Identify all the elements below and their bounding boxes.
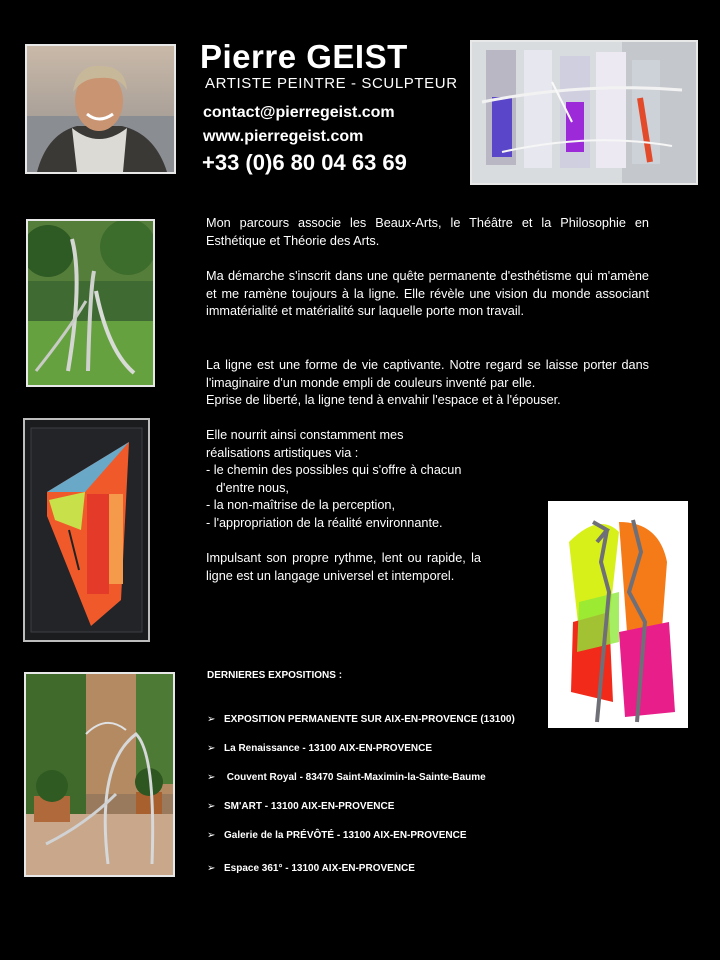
bio-paragraph-2: Ma démarche s'inscrit dans une quête permanente d'esthétisme qui m'amène et me ramène toujours à la ligne. Elle révèle une vision du monde associant immatérialité et matérialité sur laquelle porte mon travail.	[206, 269, 649, 318]
exhibition-label: Galerie de la PRÉVÔTÉ - 13100 AIX-EN-PROVENCE	[224, 830, 467, 841]
arrow-bullet-icon: ➢	[207, 743, 216, 754]
arrow-bullet-icon: ➢	[207, 714, 216, 725]
exhibition-label: EXPOSITION PERMANENTE SUR AIX-EN-PROVENCE (13100)	[224, 714, 515, 725]
framed-painting-photo	[23, 418, 150, 642]
arrow-bullet-icon: ➢	[207, 772, 216, 783]
bio-p4-item-2: - la non-maîtrise de la perception,	[206, 498, 395, 512]
arrow-bullet-icon: ➢	[207, 863, 216, 874]
exhibition-label: La Renaissance - 13100 AIX-EN-PROVENCE	[224, 743, 433, 754]
bio-p4-intro-1: Elle nourrit ainsi constamment mes	[206, 428, 404, 442]
exhibition-item	[207, 801, 394, 812]
bio-paragraph-3-line-2: Eprise de liberté, la ligne tend à envahir l'espace et à l'épouser.	[206, 393, 561, 407]
exhibitions-heading: DERNIERES EXPOSITIONS :	[207, 670, 343, 681]
bio-paragraph-3	[206, 357, 649, 410]
courtyard-sculpture-photo	[24, 672, 175, 877]
email-link[interactable]: contact@pierregeist.com	[203, 104, 395, 121]
bio-paragraph-3-line-1: La ligne est une forme de vie captivante. Notre regard se laisse porter dans l'imaginaire d'un monde empli de couleurs inventé par elle.	[206, 358, 649, 390]
arrow-bullet-icon: ➢	[207, 801, 216, 812]
exhibition-item	[207, 772, 486, 783]
website-link[interactable]: www.pierregeist.com	[203, 128, 364, 145]
exhibition-label: SM'ART - 13100 AIX-EN-PROVENCE	[224, 801, 395, 812]
garden-sculpture-photo	[26, 219, 155, 387]
exhibition-label: Couvent Royal - 83470 Saint-Maximin-la-Sainte-Baume	[224, 772, 486, 783]
bio-paragraph-1: Mon parcours associe les Beaux-Arts, le Théâtre et la Philosophie en Esthétique et Théorie des Arts.	[206, 216, 649, 248]
bio-paragraph-4	[206, 427, 461, 532]
exhibition-item	[207, 863, 415, 874]
bio-paragraph-5: Impulsant son propre rythme, lent ou rapide, la ligne est un langage universel et intemporel.	[206, 551, 481, 583]
exhibition-label: Espace 361° - 13100 AIX-EN-PROVENCE	[224, 863, 415, 874]
artist-title: ARTISTE PEINTRE - SCULPTEUR	[205, 75, 458, 92]
figures-painting-photo	[548, 501, 688, 728]
arrow-bullet-icon: ➢	[207, 830, 216, 841]
exhibition-item	[207, 714, 515, 725]
bio-p4-item-1b: d'entre nous,	[216, 480, 289, 495]
artist-name: Pierre GEIST	[200, 38, 408, 75]
bio-p4-item-1a: - le chemin des possibles qui s'offre à chacun	[206, 463, 462, 477]
exhibition-item	[207, 743, 432, 754]
sculpture-photo-top-right	[470, 40, 698, 185]
artist-portrait-photo	[25, 44, 176, 174]
phone-number: +33 (0)6 80 04 63 69	[202, 150, 407, 175]
exhibition-item	[207, 830, 467, 841]
bio-p4-intro-2: réalisations artistiques via :	[206, 445, 359, 460]
bio-p4-item-3: - l'appropriation de la réalité environnante.	[206, 515, 443, 530]
